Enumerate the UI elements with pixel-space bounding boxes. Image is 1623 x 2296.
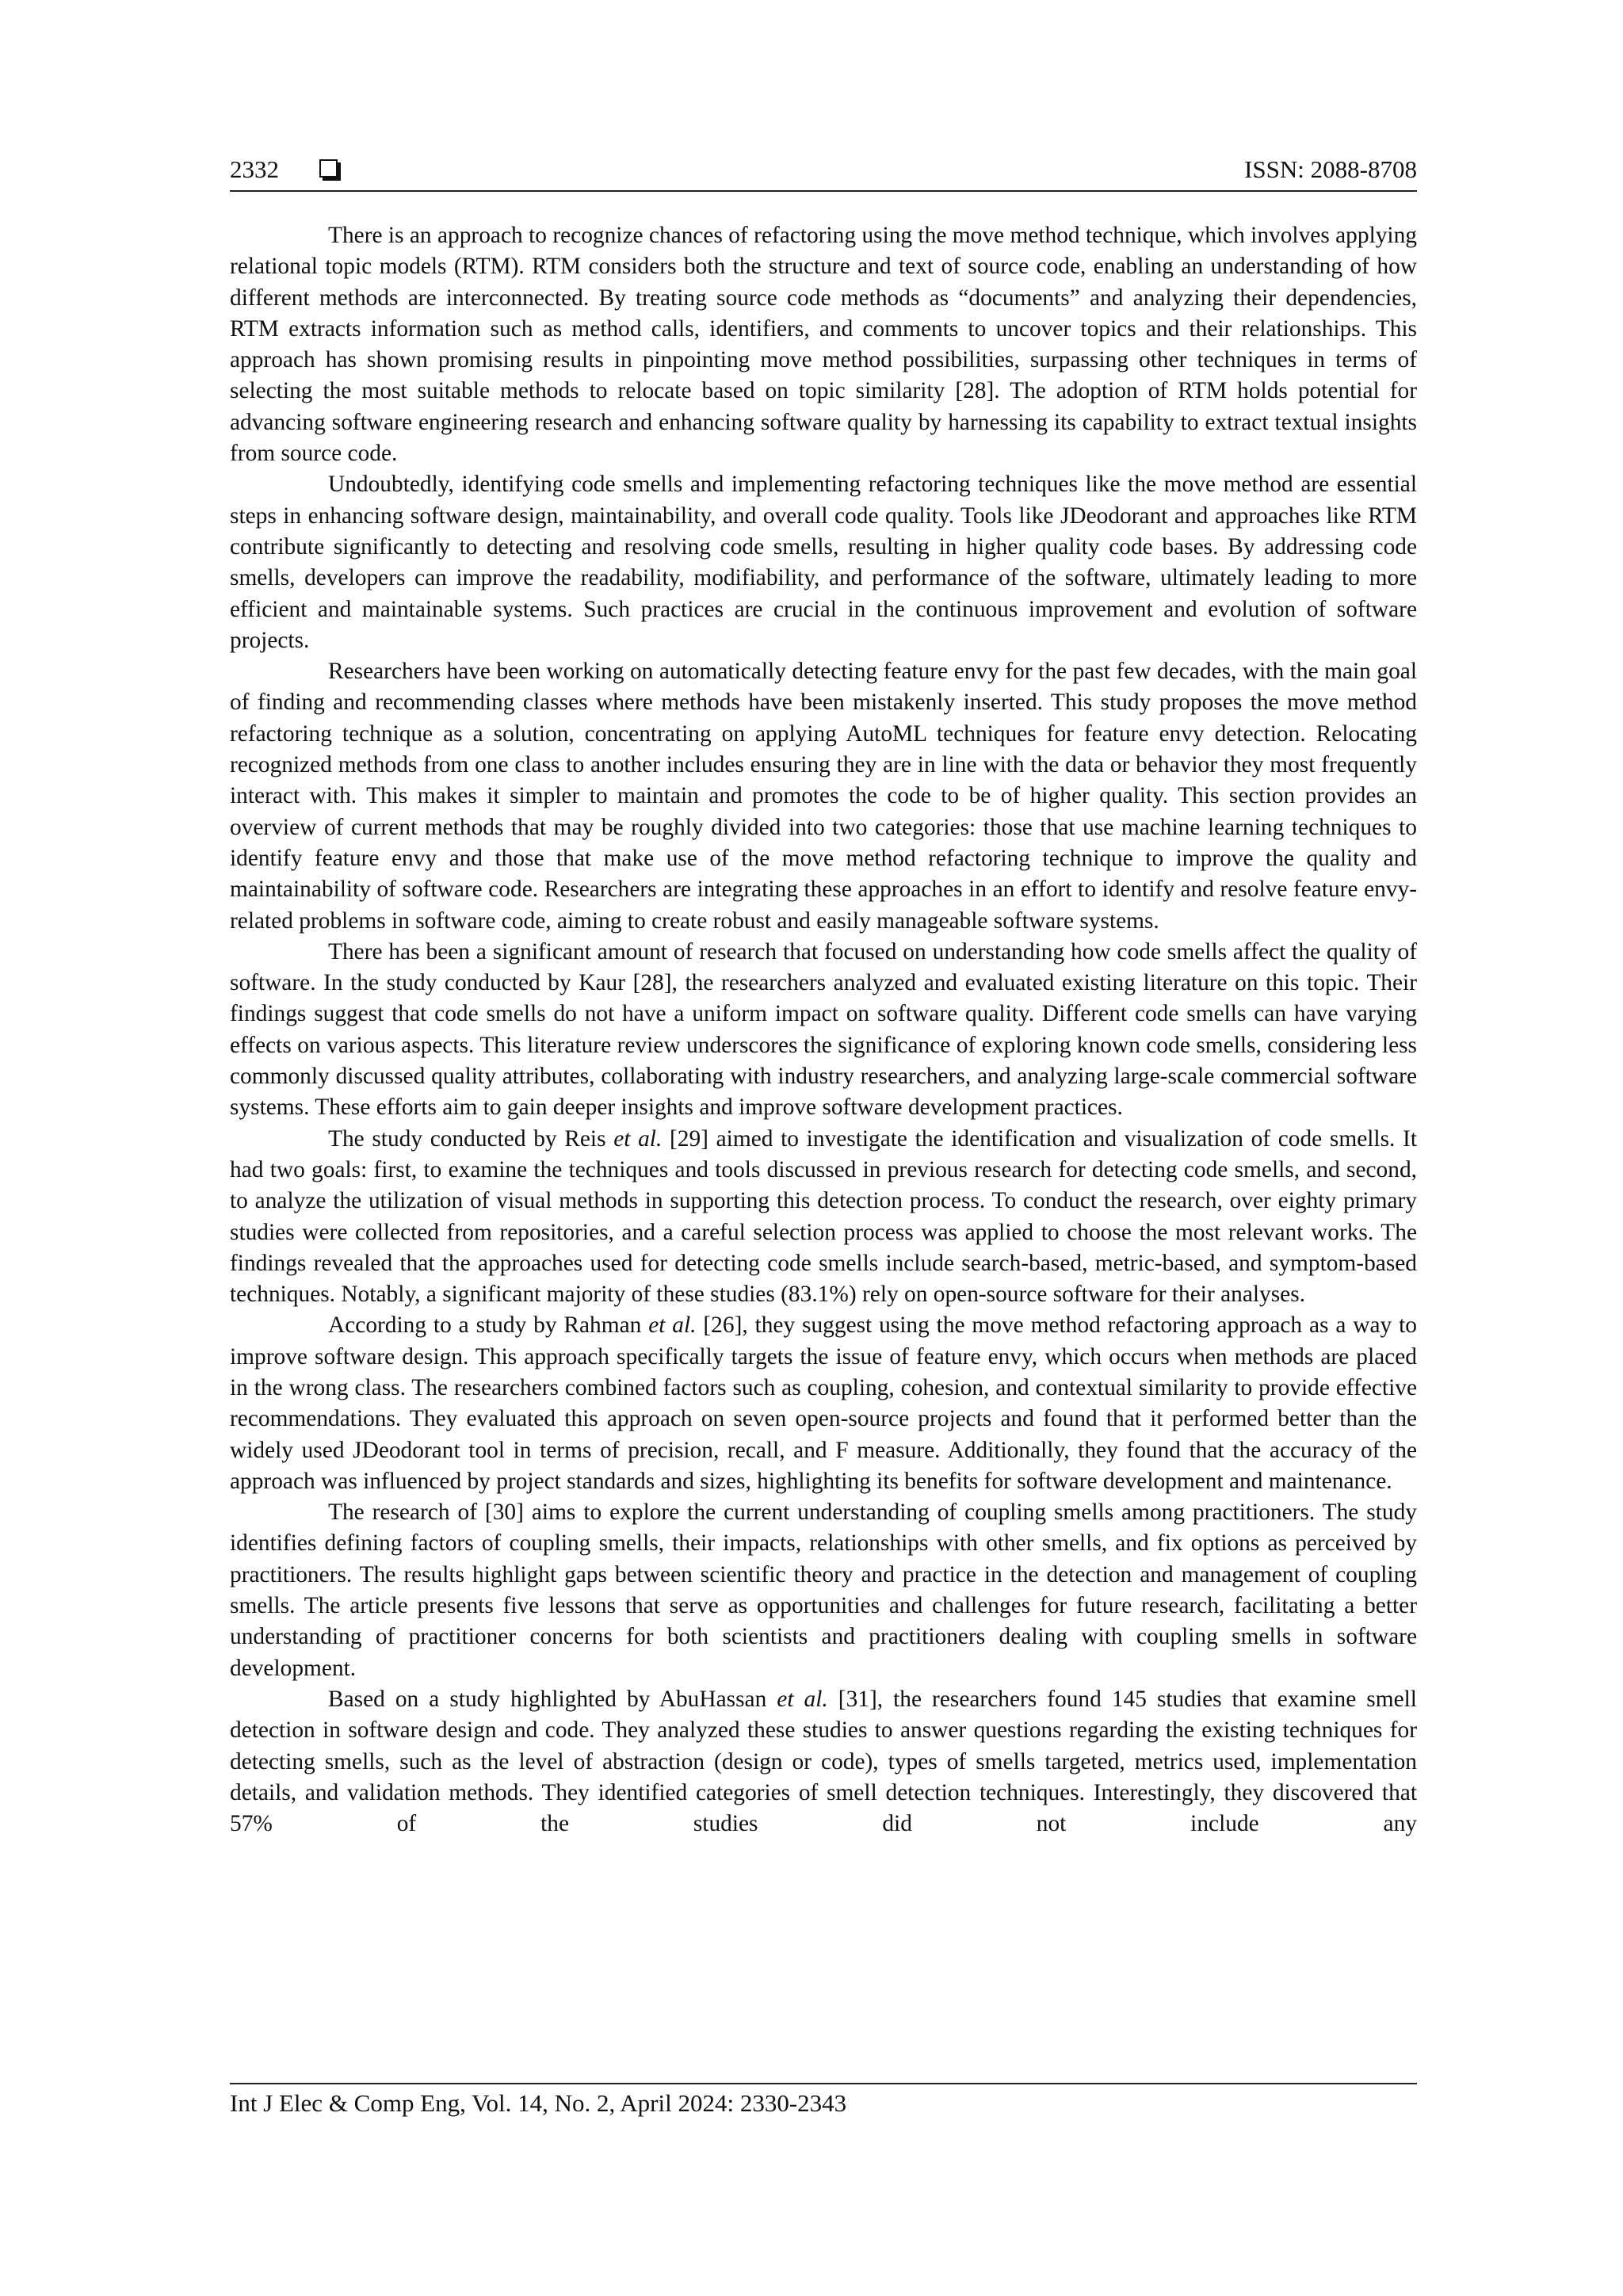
page-number: 2332 (230, 155, 279, 183)
paragraph-6-rest: [26], they suggest using the move method refactoring approach as a way to improve software design. This approach specifically targets the issue of feature envy, which occurs when methods are placed in the wrong class. The researchers combined factors such as coupling, cohesion, and contextual similarity to provide effective recommendations. They evaluated this approach on seven open-source projects and found that it performed better than the widely used JDeodorant tool in terms of precision, recall, and F measure. Additionally, they found that the accuracy of the approach was influenced by project standards and sizes, highlighting its benefits for software development and maintenance. (230, 1312, 1417, 1494)
issn-label: ISSN: 2088-8708 (1244, 155, 1417, 183)
paragraph-6-etal: et al. (648, 1312, 697, 1339)
paragraph-8-lead: Based on a study highlighted by AbuHassan (328, 1686, 777, 1712)
paragraph-6-lead: According to a study by Rahman (328, 1312, 649, 1339)
paragraph-5-lead: The study conducted by Reis (328, 1125, 614, 1152)
paragraph-5-etal: et al. (613, 1125, 663, 1152)
page-footer (230, 2083, 1417, 2118)
box-icon (319, 159, 338, 178)
paragraph-4: There has been a significant amount of research that focused on understanding how code smells affect the quality of software. In the study conducted by Kaur [28], the researchers analyzed and evaluated existing literature on this topic. Their findings suggest that code smells do not have a uniform impact on software quality. Different code smells can have varying effects on various aspects. This literature review underscores the significance of exploring known code smells, considering less commonly discussed quality attributes, collaborating with industry researchers, and analyzing large-scale commercial software systems. These efforts aim to gain deeper insights and improve software development practices. (230, 938, 1417, 1121)
page-header (230, 155, 1417, 192)
paragraph-1: There is an approach to recognize chances of refactoring using the move method technique, which involves applying relational topic models (RTM). RTM considers both the structure and text of source code, enabling an understanding of how different methods are interconnected. By treating source code methods as “documents” and analyzing their dependencies, RTM extracts information such as method calls, identifiers, and comments to uncover topics and their relationships. This approach has shown promising results in pinpointing move method possibilities, surpassing other techniques in terms of selecting the most suitable methods to relocate based on topic similarity [28]. The adoption of RTM holds potential for advancing software engineering research and enhancing software quality by harnessing its capability to extract textual insights from source code. (230, 223, 1417, 467)
body-text (230, 220, 1417, 1839)
paragraph-3: Researchers have been working on automatically detecting feature envy for the past few decades, with the main goal of finding and recommending classes where methods have been mistakenly inserted. This study proposes the move method refactoring technique as a solution, concentrating on applying AutoML techniques for feature envy detection. Relocating recognized methods from one class to another includes ensuring they are in line with the data or behavior they most frequently interact with. This makes it simpler to maintain and promotes the code to be of higher quality. This section provides an overview of current methods that may be roughly divided into two categories: those that use machine learning techniques to identify feature envy and those that make use of the move method refactoring technique to improve the quality and maintainability of software code. Researchers are integrating these approaches in an effort to identify and resolve feature envy-related problems in software code, aiming to create robust and easily manageable software systems. (230, 659, 1417, 934)
paragraph-5 (230, 1124, 1417, 1311)
paragraph-8 (230, 1684, 1417, 1839)
paragraph-8-rest: [31], the researchers found 145 studies that examine smell detection in software design and code. They analyzed these studies to answer questions regarding the existing techniques for detecting smells, such as the level of abstraction (design or code), types of smells targeted, metrics used, implementation details, and validation methods. They identified categories of smell detection techniques. Interestingly, they discovered that 57% of the studies did not include any (230, 1686, 1417, 1837)
journal-citation: Int J Elec & Comp Eng, Vol. 14, No. 2, April 2024: 2330-2343 (230, 2089, 847, 2117)
paragraph-5-rest: [29] aimed to investigate the identification and visualization of code smells. It had two goals: first, to examine the techniques and tools discussed in previous research for detecting code smells, and second, to analyze the utilization of visual methods in supporting this detection process. To conduct the research, over eighty primary studies were collected from repositories, and a careful selection process was applied to choose the most relevant works. The findings revealed that the approaches used for detecting code smells include search-based, metric-based, and symptom-based techniques. Notably, a significant majority of these studies (83.1%) rely on open-source software for their analyses. (230, 1125, 1417, 1308)
paragraph-6 (230, 1310, 1417, 1497)
paragraph-2: Undoubtedly, identifying code smells and implementing refactoring techniques like the move method are essential steps in enhancing software design, maintainability, and overall code quality. Tools like JDeodorant and approaches like RTM contribute significantly to detecting and resolving code smells, resulting in higher quality code bases. By addressing code smells, developers can improve the readability, modifiability, and performance of the software, ultimately leading to more efficient and maintainable systems. Such practices are crucial in the continuous improvement and evolution of software projects. (230, 472, 1417, 653)
paragraph-8-etal: et al. (777, 1686, 828, 1712)
paragraph-7: The research of [30] aims to explore the current understanding of coupling smells among practitioners. The study identifies defining factors of coupling smells, their impacts, relationships with other smells, and fix options as perceived by practitioners. The results highlight gaps between scientific theory and practice in the detection and management of coupling smells. The article presents five lessons that serve as opportunities and challenges for future research, facilitating a better understanding of practitioner concerns for both scientists and practitioners dealing with coupling smells in software development. (230, 1499, 1417, 1681)
